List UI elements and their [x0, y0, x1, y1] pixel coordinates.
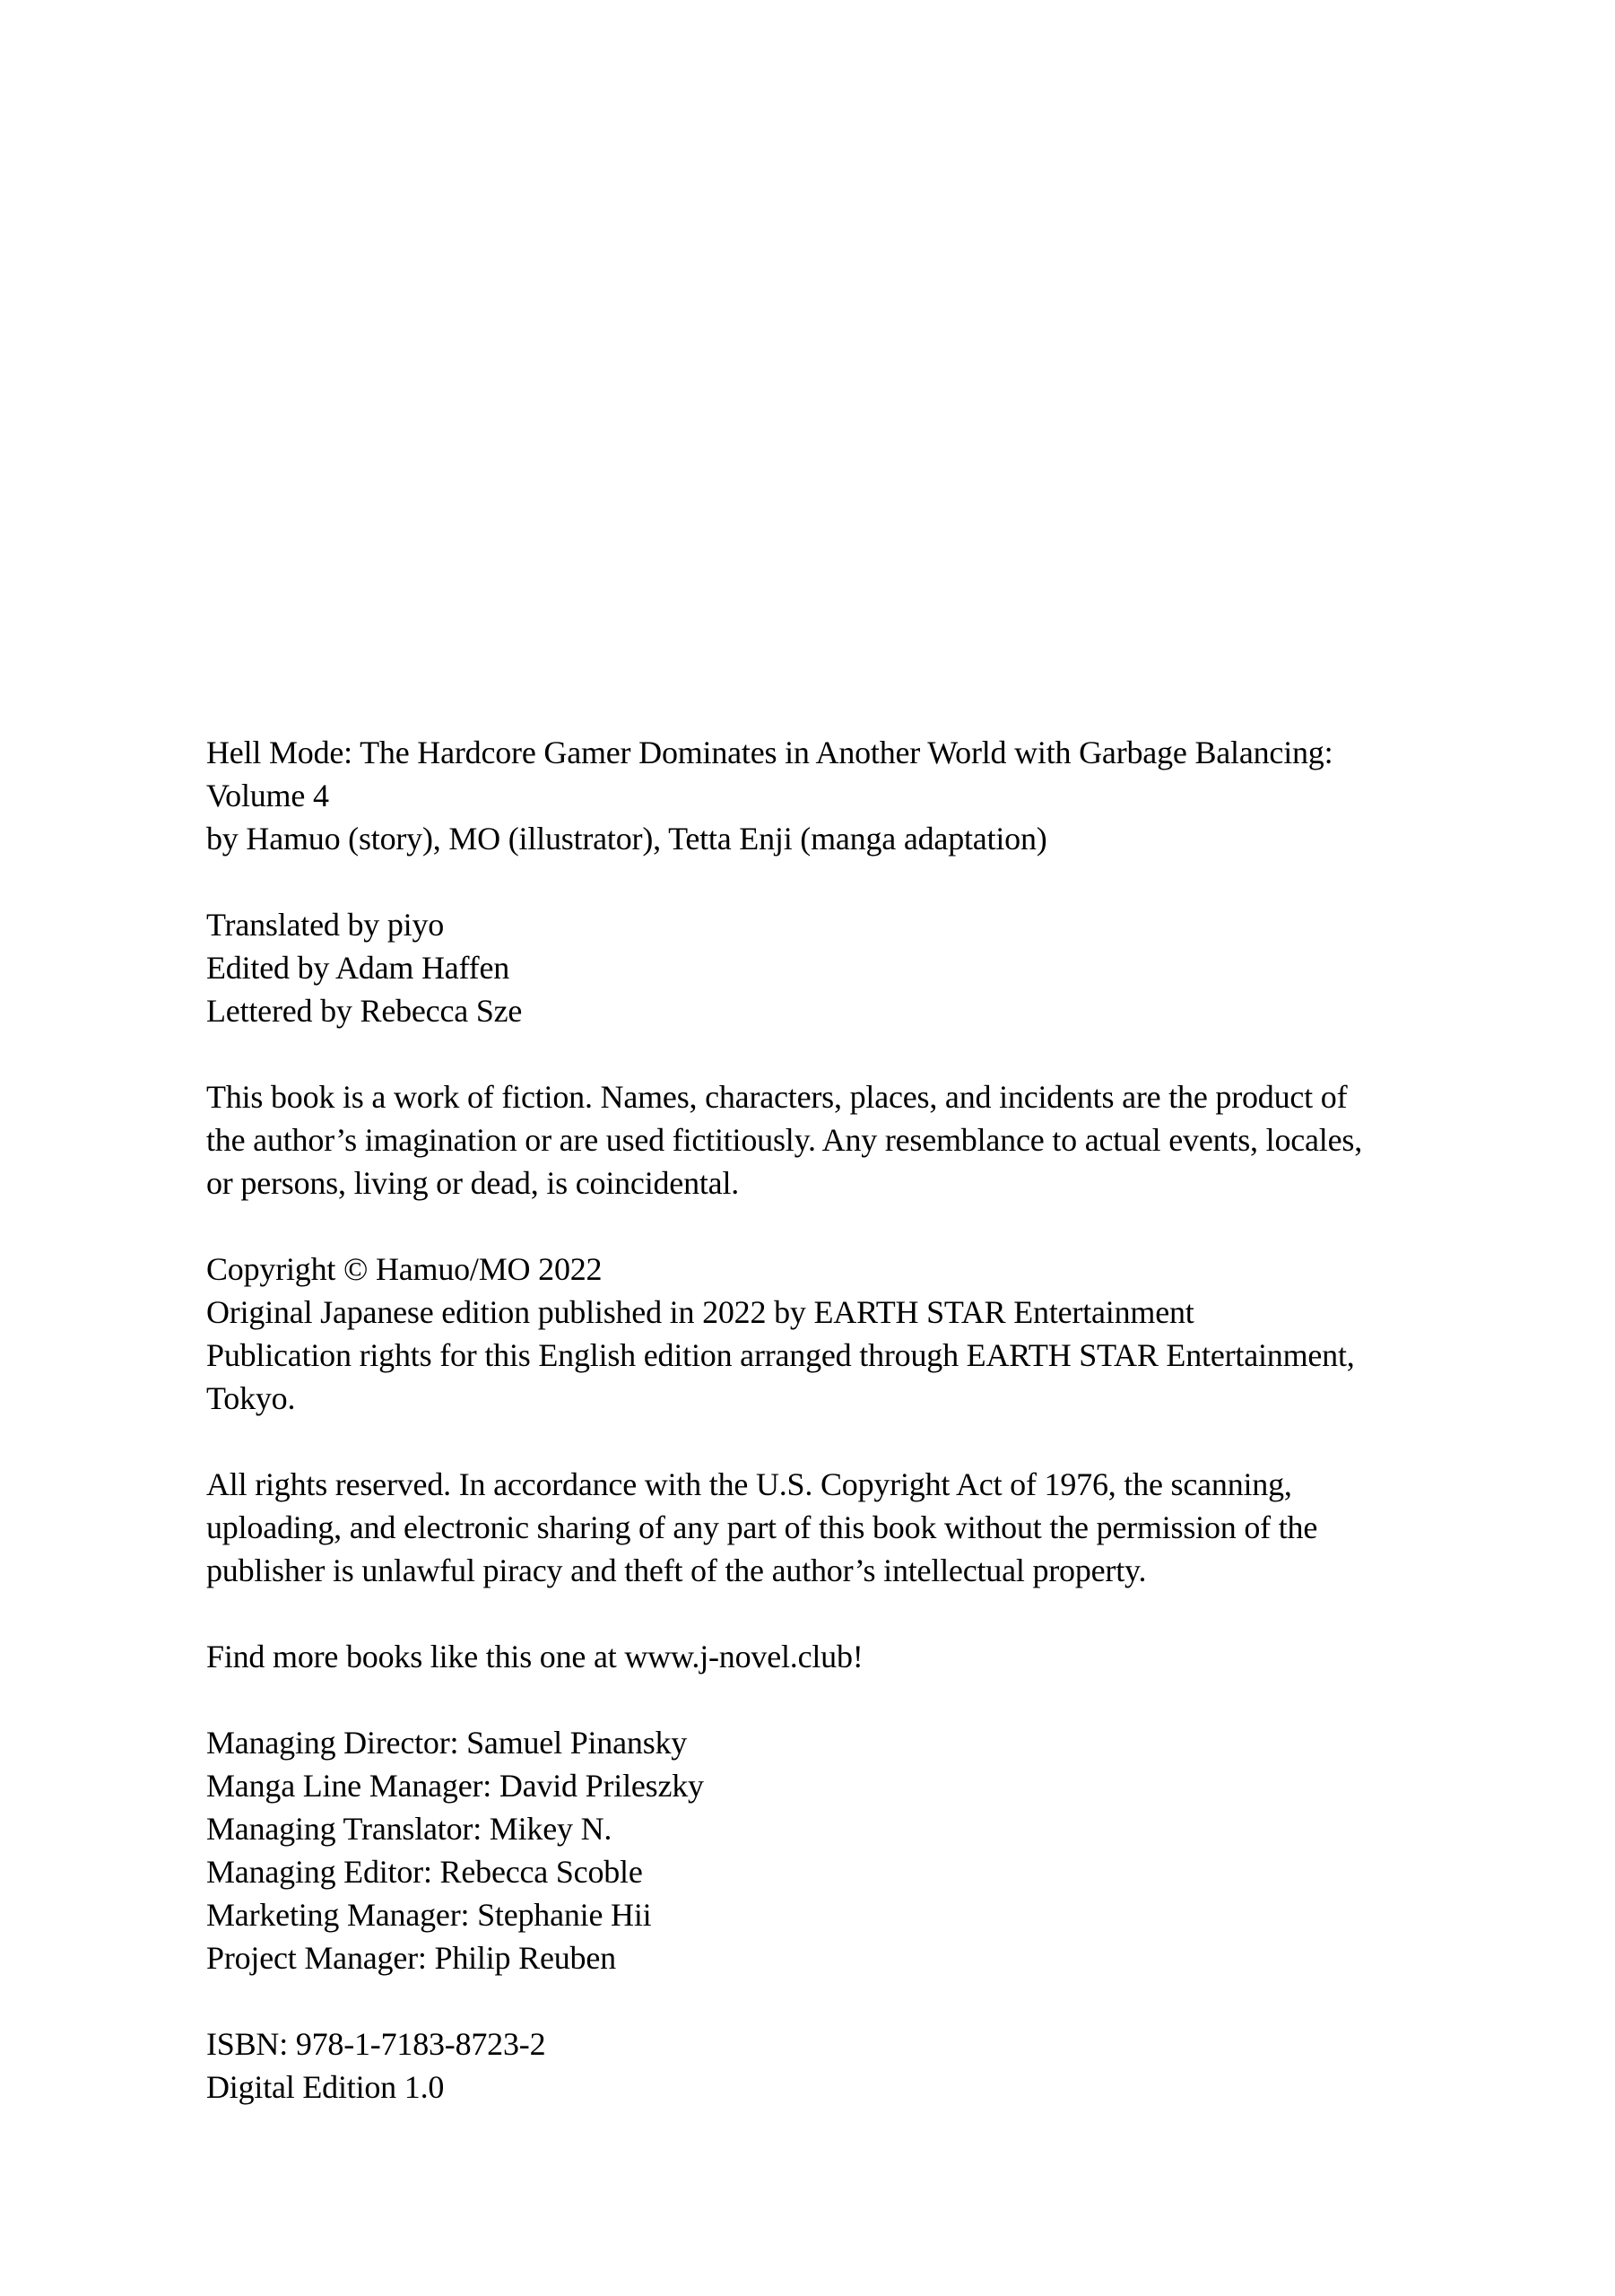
rights-line-3: publisher is unlawful piracy and theft of the author’s intellectual property.: [206, 1552, 1147, 1588]
project-manager: Project Manager: Philip Reuben: [206, 1940, 616, 1976]
fiction-disclaimer: [206, 1075, 1498, 1205]
disclaimer-line-3: or persons, living or dead, is coincidental.: [206, 1165, 740, 1201]
disclaimer-line-2: the author’s imagination or are used fictitiously. Any resemblance to actual events, locales,: [206, 1122, 1363, 1158]
byline: by Hamuo (story), MO (illustrator), Tetta Enji (manga adaptation): [206, 821, 1047, 857]
editor-credit: Edited by Adam Haffen: [206, 950, 510, 986]
copyright-block: [206, 1248, 1498, 1420]
title-block: [206, 731, 1498, 860]
promo-block: [206, 1635, 1498, 1678]
credits-block: [206, 903, 1498, 1032]
rights-line-1: All rights reserved. In accordance with the U.S. Copyright Act of 1976, the scanning,: [206, 1466, 1292, 1502]
original-edition-line: Original Japanese edition published in 2022 by EARTH STAR Entertainment: [206, 1294, 1194, 1330]
publication-rights-line-1: Publication rights for this English edition arranged through EARTH STAR Entertainment,: [206, 1337, 1355, 1373]
managing-director: Managing Director: Samuel Pinansky: [206, 1725, 688, 1761]
managing-translator: Managing Translator: Mikey N.: [206, 1811, 612, 1847]
managing-editor: Managing Editor: Rebecca Scoble: [206, 1854, 643, 1890]
staff-block: [206, 1721, 1498, 1979]
copyright-line: Copyright © Hamuo/MO 2022: [206, 1251, 603, 1287]
manga-line-manager: Manga Line Manager: David Prileszky: [206, 1768, 704, 1804]
digital-edition: Digital Edition 1.0: [206, 2069, 445, 2105]
letterer-credit: Lettered by Rebecca Sze: [206, 993, 523, 1029]
book-title-line-2: Volume 4: [206, 778, 329, 813]
promo-text: Find more books like this one at www.j-novel.club!: [206, 1639, 864, 1674]
book-title-line-1: Hell Mode: The Hardcore Gamer Dominates in Another World with Garbage Balancing:: [206, 735, 1333, 770]
rights-notice-block: [206, 1463, 1498, 1592]
publication-rights-line-2: Tokyo.: [206, 1380, 296, 1416]
translator-credit: Translated by piyo: [206, 907, 445, 943]
marketing-manager: Marketing Manager: Stephanie Hii: [206, 1897, 652, 1933]
disclaimer-line-1: This book is a work of fiction. Names, characters, places, and incidents are the product of: [206, 1079, 1348, 1115]
edition-info-block: [206, 2022, 1498, 2109]
isbn: ISBN: 978-1-7183-8723-2: [206, 2026, 546, 2062]
rights-line-2: uploading, and electronic sharing of any part of this book without the permission of the: [206, 1509, 1318, 1545]
